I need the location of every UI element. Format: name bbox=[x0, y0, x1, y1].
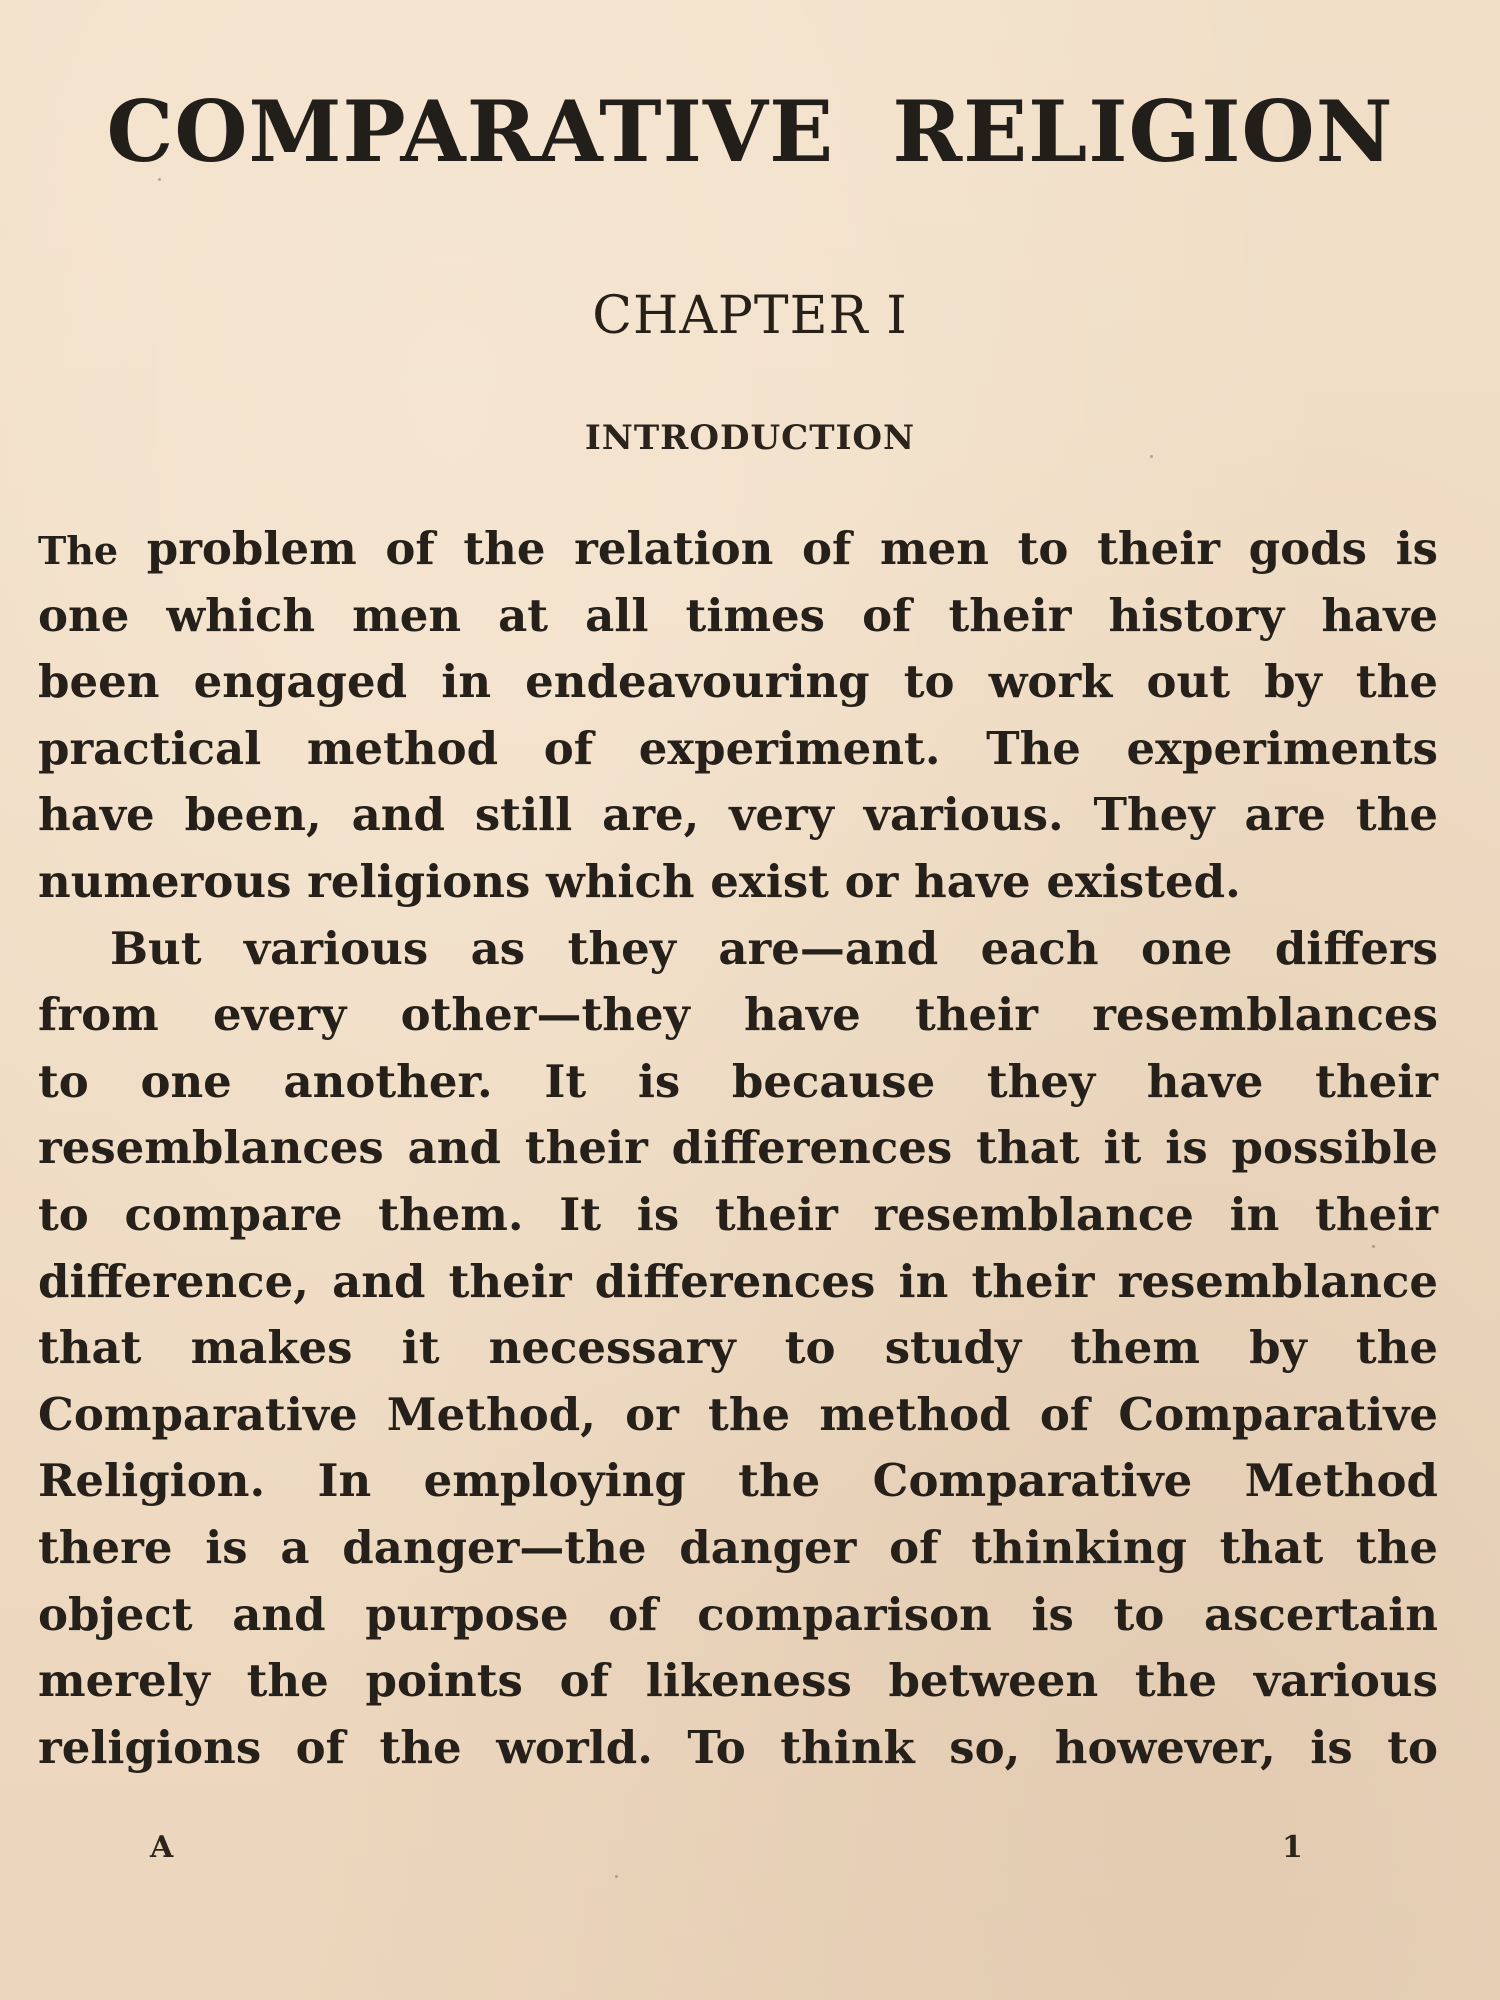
paragraph-2 bbox=[38, 916, 1438, 1782]
paper-speck bbox=[615, 1875, 618, 1878]
text-line bbox=[38, 516, 1438, 583]
text-line: to one another. It is because they have their bbox=[38, 1054, 1438, 1108]
body-text bbox=[38, 516, 1438, 1781]
text-line-remainder: problem of the relation of men to their gods is bbox=[118, 522, 1438, 575]
text-line: object and purpose of comparison is to ascertain bbox=[38, 1587, 1438, 1641]
page-number: 1 bbox=[1282, 1830, 1303, 1865]
text-line: religions of the world. To think so, however, is to bbox=[38, 1720, 1438, 1774]
section-heading: INTRODUCTION bbox=[584, 418, 916, 458]
text-line: have been, and still are, very various. They are the bbox=[38, 788, 1438, 842]
text-line: that makes it necessary to study them by the bbox=[38, 1321, 1438, 1375]
text-line: been engaged in endeavouring to work out by the bbox=[38, 655, 1438, 709]
text-line: from every other—they have their resemblances bbox=[38, 988, 1438, 1042]
paragraph-1 bbox=[38, 516, 1438, 916]
text-line: practical method of experiment. The experiments bbox=[38, 721, 1438, 775]
signature-mark: A bbox=[150, 1830, 174, 1865]
text-line: one which men at all times of their history have bbox=[38, 588, 1438, 642]
book-title: COMPARATIVE RELIGION bbox=[106, 82, 1394, 181]
text-line: to compare them. It is their resemblance in their bbox=[38, 1187, 1438, 1241]
lead-word: The bbox=[38, 528, 119, 573]
text-line: difference, and their differences in their resemblance bbox=[38, 1254, 1438, 1308]
text-line: numerous religions which exist or have existed. bbox=[38, 854, 1241, 908]
text-line: Comparative Method, or the method of Comparative bbox=[38, 1387, 1438, 1441]
text-line: there is a danger—the danger of thinking that the bbox=[38, 1520, 1438, 1574]
text-line: But various as they are—and each one differs bbox=[110, 921, 1438, 975]
text-line: merely the points of likeness between the various bbox=[38, 1654, 1438, 1708]
chapter-label: CHAPTER I bbox=[592, 286, 908, 346]
text-line: Religion. In employing the Comparative Method bbox=[38, 1454, 1438, 1508]
text-line: resemblances and their differences that it is possible bbox=[38, 1121, 1438, 1175]
